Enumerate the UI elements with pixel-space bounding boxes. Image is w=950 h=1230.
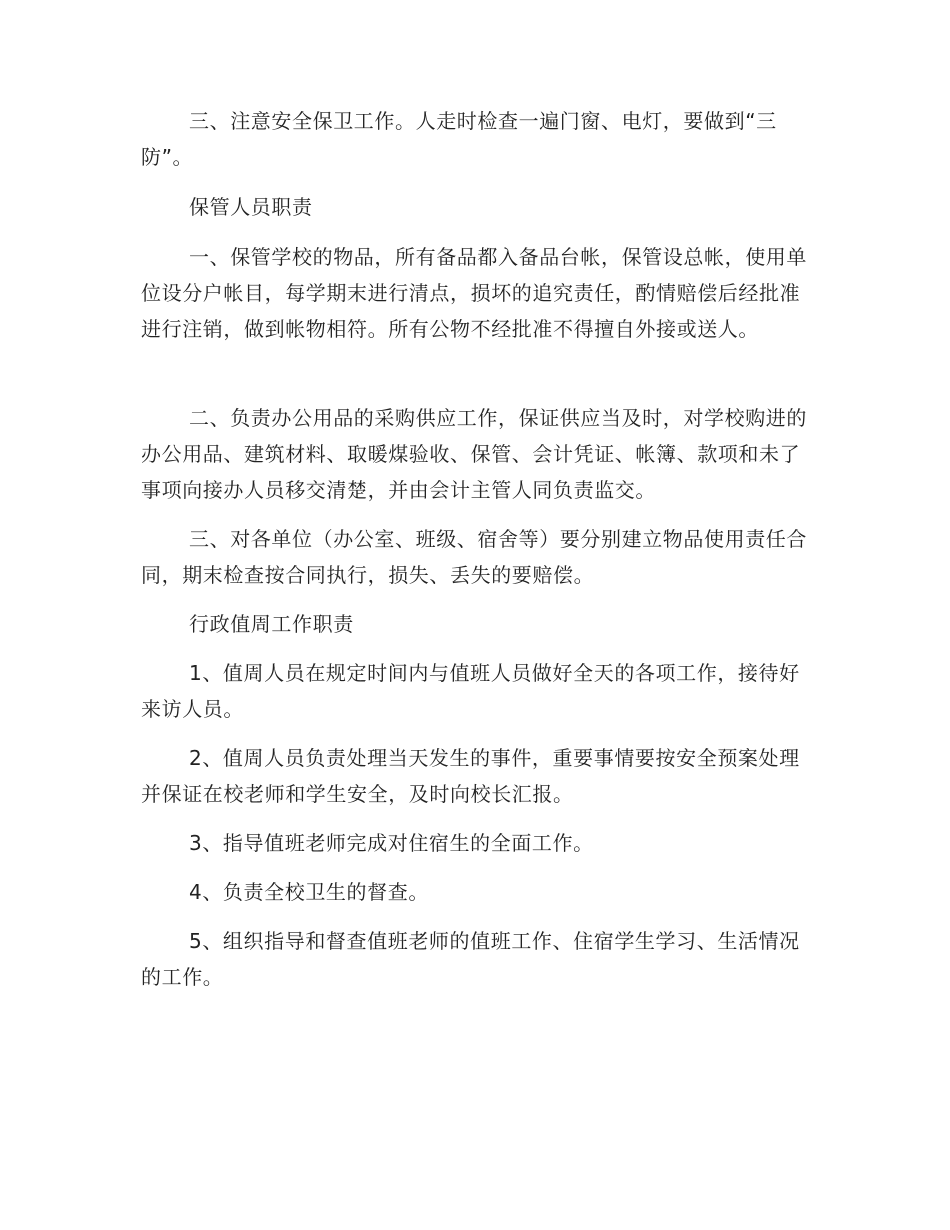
- paragraph-custodian-item-3: 三、对各单位（办公室、班级、宿舍等）要分别建立物品使用责任合同，期末检查按合同执行，损失、丢失的要赔偿。: [141, 527, 807, 587]
- paragraph-weekly-duty-item-3: 3、指导值班老师完成对住宿生的全面工作。: [189, 831, 594, 855]
- heading-custodian-duties: 保管人员职责: [189, 195, 313, 219]
- paragraph-weekly-duty-item-5: 5、组织指导和督查值班老师的值班工作、住宿学生学习、生活情况的工作。: [141, 929, 800, 989]
- paragraph-security-duty: 三、注意安全保卫工作。人走时检查一遍门窗、电灯，要做到“三防”。: [141, 109, 777, 169]
- paragraph-custodian-item-1: 一、保管学校的物品，所有备品都入备品台帐，保管设总帐，使用单位设分户帐目，每学期末进行清点，损坏的追究责任，酌情赔偿后经批准进行注销，做到帐物相符。所有公物不经批准不得擅自外接或送人。: [141, 245, 807, 341]
- paragraph-weekly-duty-item-1: 1、值周人员在规定时间内与值班人员做好全天的各项工作，接待好来访人员。: [141, 661, 800, 721]
- paragraph-custodian-item-2: 二、负责办公用品的采购供应工作，保证供应当及时，对学校购进的办公用品、建筑材料、取暖煤验收、保管、会计凭证、帐簿、款项和未了事项向接办人员移交清楚，并由会计主管人同负责监交。: [141, 406, 807, 502]
- paragraph-weekly-duty-item-2: 2、值周人员负责处理当天发生的事件，重要事情要按安全预案处理并保证在校老师和学生安全，及时向校长汇报。: [141, 746, 800, 806]
- heading-weekly-duty: 行政值周工作职责: [189, 612, 354, 636]
- paragraph-weekly-duty-item-4: 4、负责全校卫生的督查。: [189, 880, 429, 904]
- document-body: [141, 103, 811, 995]
